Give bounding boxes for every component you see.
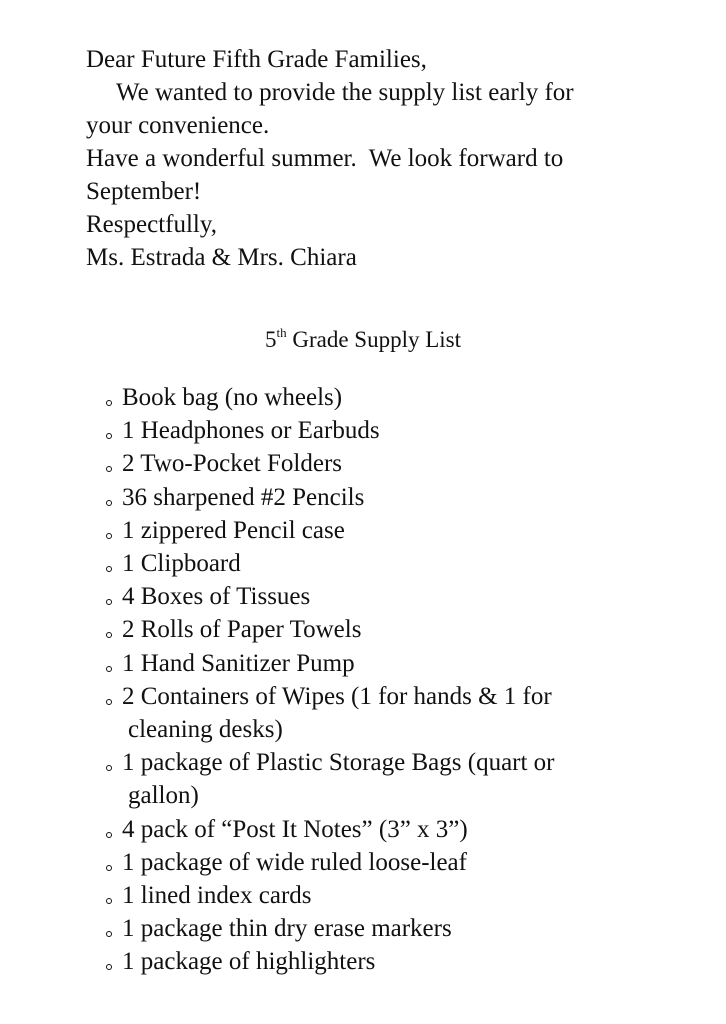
supply-item: 1 lined index cards bbox=[104, 879, 704, 912]
letter-greeting: Dear Future Fifth Grade Families, bbox=[86, 46, 427, 73]
supply-item-continuation: gallon) bbox=[128, 782, 199, 810]
supply-item: 36 sharpened #2 Pencils bbox=[104, 481, 704, 514]
supply-item: 1 package of highlighters bbox=[104, 945, 704, 978]
bullet-icon bbox=[106, 931, 112, 937]
bullet-icon bbox=[106, 666, 112, 672]
letter-intro bbox=[86, 43, 686, 274]
supply-item: 1 package of Plastic Storage Bags (quart or gallon) bbox=[104, 746, 704, 812]
letter-body-line: September! bbox=[86, 178, 202, 205]
bullet-icon bbox=[106, 964, 112, 970]
bullet-icon bbox=[106, 466, 112, 472]
bullet-icon bbox=[106, 500, 112, 506]
supply-list-title bbox=[0, 325, 726, 355]
supply-item: 4 pack of “Post It Notes” (3” x 3”) bbox=[104, 813, 704, 846]
title-text: Grade Supply List bbox=[286, 327, 462, 352]
bullet-icon bbox=[106, 400, 112, 406]
bullet-icon bbox=[106, 898, 112, 904]
supply-item: 2 Rolls of Paper Towels bbox=[104, 613, 704, 646]
letter-closing: Respectfully, bbox=[86, 211, 217, 238]
bullet-icon bbox=[106, 865, 112, 871]
supply-item: 1 zippered Pencil case bbox=[104, 514, 704, 547]
supply-item: 1 Clipboard bbox=[104, 547, 704, 580]
bullet-icon bbox=[106, 566, 112, 572]
letter-body-line: your convenience. bbox=[86, 112, 270, 139]
title-grade-number: 5 bbox=[264, 327, 277, 352]
supply-item: 1 Hand Sanitizer Pump bbox=[104, 647, 704, 680]
bullet-icon bbox=[106, 599, 112, 605]
letter-signature: Ms. Estrada & Mrs. Chiara bbox=[86, 244, 357, 271]
letter-body-line: We wanted to provide the supply list early for bbox=[116, 79, 574, 106]
supply-item: 4 Boxes of Tissues bbox=[104, 580, 704, 613]
supply-item: Book bag (no wheels) bbox=[104, 381, 704, 414]
bullet-icon bbox=[106, 632, 112, 638]
bullet-icon bbox=[106, 699, 112, 705]
bullet-icon bbox=[106, 832, 112, 838]
supply-item: 1 package of wide ruled loose-leaf bbox=[104, 846, 704, 879]
supply-item: 2 Two-Pocket Folders bbox=[104, 447, 704, 480]
supply-item: 2 Containers of Wipes (1 for hands & 1 for cleaning desks) bbox=[104, 680, 704, 746]
bullet-icon bbox=[106, 533, 112, 539]
letter-body-line: Have a wonderful summer. We look forward to bbox=[86, 145, 564, 172]
title-ordinal-suffix: th bbox=[276, 325, 287, 340]
supply-item: 1 Headphones or Earbuds bbox=[104, 414, 704, 447]
supply-item: 1 package thin dry erase markers bbox=[104, 912, 704, 945]
supply-item-continuation: cleaning desks) bbox=[128, 716, 283, 744]
bullet-icon bbox=[106, 433, 112, 439]
bullet-icon bbox=[106, 765, 112, 771]
supply-list bbox=[104, 381, 704, 979]
